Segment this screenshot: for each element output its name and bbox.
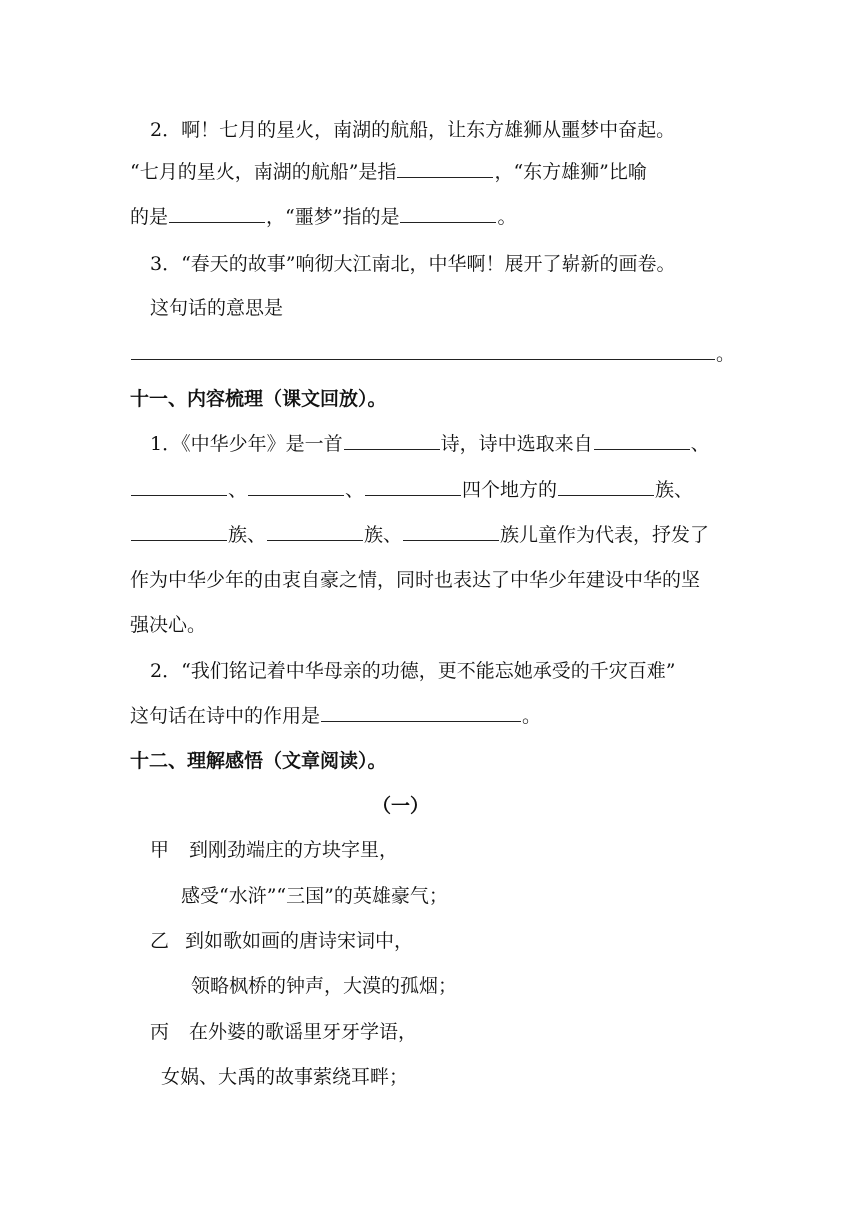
- q11-2-line2: [130, 702, 541, 730]
- answer-blank[interactable]: [321, 720, 521, 722]
- q11-1-text: 强决心。: [130, 614, 207, 636]
- stanza-marker: 甲: [150, 839, 170, 861]
- poem-jia-line2: [181, 882, 448, 910]
- answer-blank[interactable]: [267, 539, 363, 541]
- answer-blank[interactable]: [131, 358, 715, 360]
- q11-2-text: 。: [522, 705, 542, 727]
- poem-yi-line2: [191, 972, 457, 1000]
- q11-2-text: 这句话在诗中的作用是: [130, 705, 321, 727]
- poem-yi-line1: [150, 927, 413, 955]
- q11-1-line1: [150, 430, 710, 458]
- q11-2-text: 2．“我们铭记着中华母亲的功德，更不能忘她承受的千灾百难”: [150, 660, 676, 682]
- q10-2-text: 2．啊！七月的星火，南湖的航船，让东方雄狮从噩梦中奋起。: [150, 119, 676, 141]
- q10-2-line3: [130, 203, 516, 231]
- q11-1-text: 、: [228, 479, 248, 501]
- poem-bing-line2: [161, 1063, 408, 1091]
- answer-blank[interactable]: [248, 494, 344, 496]
- section-heading: [130, 385, 387, 413]
- q10-3-line2: [150, 294, 283, 322]
- stanza-marker: 丙: [150, 1021, 170, 1043]
- q11-1-text: 、: [690, 433, 710, 455]
- section-heading: [130, 747, 387, 775]
- answer-blank[interactable]: [344, 448, 440, 450]
- q11-1-text: 四个地方的: [462, 479, 558, 501]
- poem-line: 到刚劲端庄的方块字里，: [189, 839, 399, 861]
- answer-blank[interactable]: [558, 494, 654, 496]
- answer-blank[interactable]: [400, 221, 496, 223]
- passage-number-text: （一）: [372, 795, 430, 817]
- poem-jia-line1: [150, 836, 398, 864]
- answer-blank[interactable]: [397, 176, 493, 178]
- q11-1-line4: [130, 566, 700, 594]
- stanza-marker: 乙: [150, 930, 170, 952]
- q11-1-text: 族儿童作为代表，抒发了: [500, 524, 710, 546]
- q11-2-line1: [150, 657, 676, 685]
- q11-1-text: 诗，诗中选取来自: [440, 433, 593, 455]
- q10-2-text: 。: [497, 206, 517, 228]
- q10-3-text: 这句话的意思是: [150, 297, 284, 319]
- q11-1-line2: [130, 476, 693, 504]
- poem-line: 在外婆的歌谣里牙牙学语，: [189, 1021, 418, 1043]
- answer-blank[interactable]: [169, 221, 265, 223]
- section-heading-text: 十二、理解感悟（文章阅读）。: [130, 750, 387, 772]
- answer-blank[interactable]: [131, 539, 227, 541]
- poem-line: 到如歌如画的唐诗宋词中，: [185, 930, 414, 952]
- q11-1-text: 族、: [655, 479, 694, 501]
- q11-1-text: 族、: [364, 524, 403, 546]
- q11-1-text: 1．《中华少年》是一首: [150, 433, 343, 455]
- q10-2-text: 的是: [130, 206, 169, 228]
- q10-2-text: ，“东方雄狮”比喻: [494, 161, 647, 183]
- q10-2-line1: [150, 116, 675, 144]
- answer-blank[interactable]: [403, 539, 499, 541]
- q11-1-line3: [130, 521, 709, 549]
- section-heading-text: 十一、内容梳理（课文回放）。: [130, 388, 387, 410]
- passage-number: [372, 792, 429, 820]
- q11-1-line5: [130, 611, 206, 639]
- q10-3-text: 3．“春天的故事”响彻大江南北，中华啊！展开了崭新的画卷。: [150, 253, 676, 275]
- poem-bing-line1: [150, 1018, 417, 1046]
- q10-2-text: “七月的星火，南湖的航船”是指: [130, 161, 397, 183]
- poem-line: 领略枫桥的钟声，大漠的孤烟；: [191, 975, 458, 997]
- answer-blank[interactable]: [365, 494, 461, 496]
- q10-3-line3: [130, 340, 735, 368]
- q10-2-text: ，“噩梦”指的是: [266, 206, 400, 228]
- q10-2-line2: [130, 158, 647, 186]
- q11-1-text: 作为中华少年的由衷自豪之情，同时也表达了中华少年建设中华的坚: [130, 569, 701, 591]
- q11-1-text: 族、: [228, 524, 267, 546]
- q10-3-text: 。: [716, 343, 736, 365]
- q10-3-line1: [150, 250, 676, 278]
- answer-blank[interactable]: [131, 494, 227, 496]
- q11-1-text: 、: [345, 479, 365, 501]
- poem-line: 女娲、大禹的故事萦绕耳畔；: [161, 1066, 409, 1088]
- answer-blank[interactable]: [594, 448, 690, 450]
- poem-line: 感受“水浒”“三国”的英雄豪气；: [181, 885, 448, 907]
